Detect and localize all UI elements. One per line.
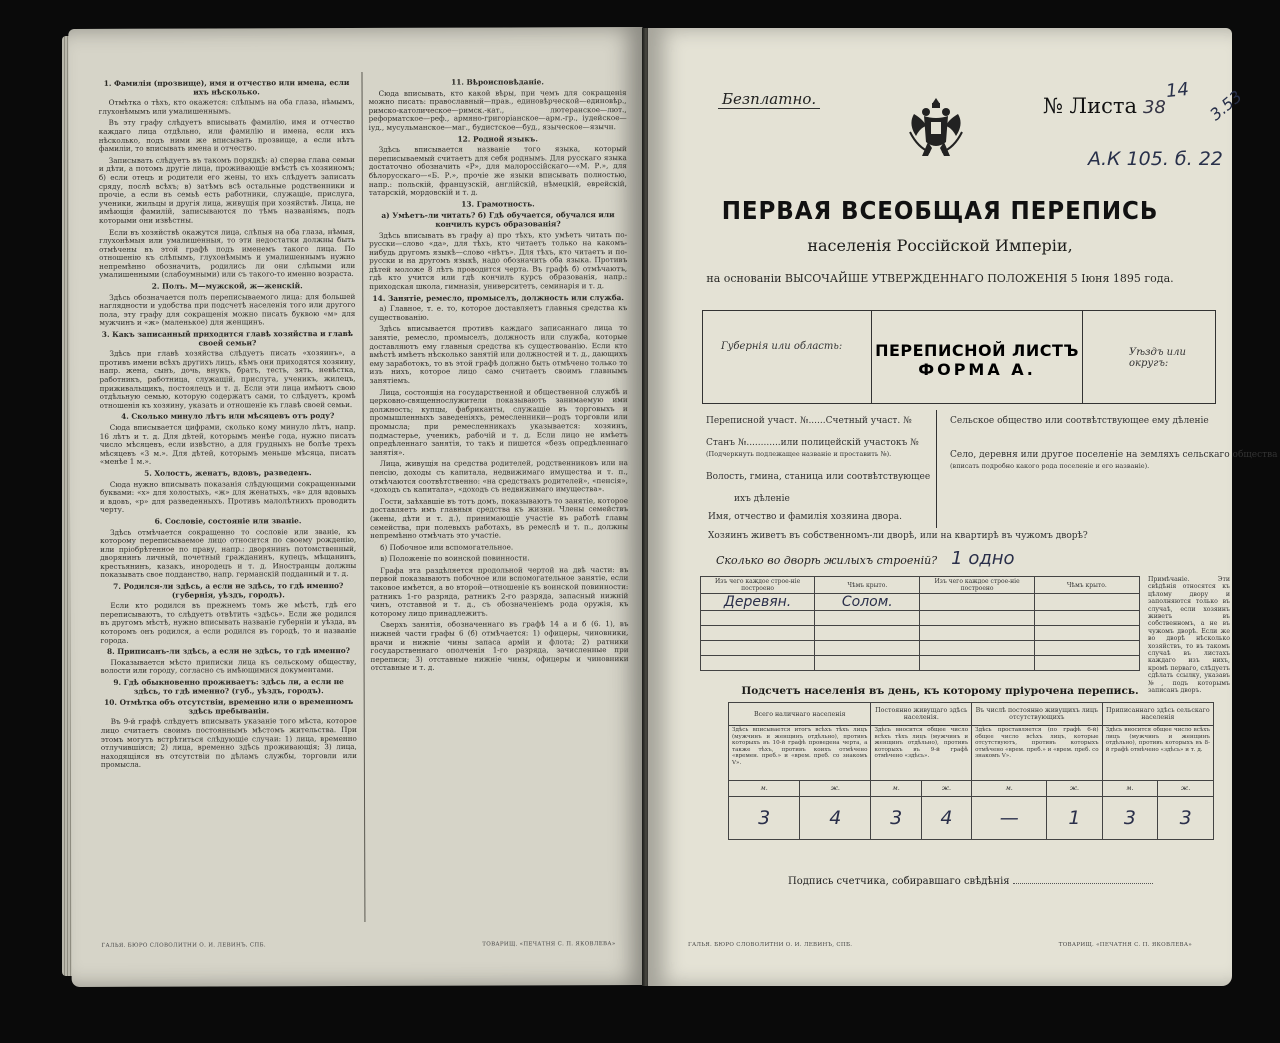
district-field: Уѣздъ или округъ:: [1129, 347, 1186, 369]
sheet-number-value: 38: [1142, 97, 1166, 118]
pop-desc-permanent: Здѣсь вносится общее число всѣхъ тѣхъ лицъ (мужчинъ и женщинъ отдѣльно), противъ которыхъ въ 9-й графѣ отмѣчено «здѣсь».: [871, 726, 972, 781]
population-table: [728, 702, 1214, 840]
pop-desc-registered: Здѣсь вносится общее число всѣхъ лицъ (мужчинъ и женщинъ отдѣльно), противъ которыхъ въ 8-й графѣ отмѣчено «здѣсь» и т. д.: [1102, 726, 1213, 781]
owner-name-field: Имя, отчество и фамилія хозяина двора.: [708, 512, 903, 522]
instruction-heading: 1. Фамилія (прозвище), имя и отчество или имена, если ихъ нѣсколько.: [103, 78, 350, 97]
instruction-paragraph: Гости, заѣхавшіе въ тотъ домъ, показываютъ то занятіе, которое доставляетъ имъ главныя средства къ жизни. Члены семействъ (жены, дѣти и т. д.), принимающіе участіе въ работѣ главы семейства, при полевыхъ работахъ, въ ремеслѣ и т. п., должны непремѣнно отмѣчать это участіе.: [369, 495, 629, 541]
printer-left: ГАЛЬЯ. БЮРО СЛОВОЛИТНИ О. И. ЛЕВИНЪ, СПБ.: [688, 942, 853, 948]
instruction-heading: 8. Приписанъ-ли здѣсь, а если не здѣсь, то гдѣ именно?: [106, 646, 351, 657]
pop-permanent-male: 3: [871, 797, 921, 840]
instruction-paragraph: Въ 9-й графѣ слѣдуетъ вписывать указаніе того мѣста, которое лицо считаетъ своимъ постояннымъ мѣстомъ жительства. При этомъ могутъ встрѣтиться слѣдующіе случаи: 1) лица, временно отлучившіяся; 2) лица, временно здѣсь проживающія; 3) лица, находящіяся въ отсутствіи по дѣламъ службы, торговли или промысла.: [100, 716, 357, 770]
bld-cell: [1034, 594, 1139, 611]
instruction-paragraph: Въ эту графу слѣдуетъ вписывать фамилію, имя и отчество каждаго лица отдѣльно, или фамилію и имена, если ихъ нѣсколько, подъ ними же вписывать прозвище, а если нѣтъ фамиліи, то вписывать имена и отчество.: [98, 117, 355, 154]
instruction-paragraph: в) Положеніе по воинской повинности.: [380, 553, 530, 564]
pop-absent-female: 1: [1047, 797, 1102, 840]
bld-cell: [1034, 641, 1139, 656]
bld-cell: [815, 656, 920, 671]
instruction-paragraph: Графа эта раздѣляется продольной чертой на двѣ части: въ первой показываютъ побочное или вспомогательное занятіе, если таковое имѣется, а во второй—отношеніе къ воинской повинности: ратникъ 1-го разряда, ратникъ 2-го разряда, запасный нижній чинъ, отставной и т. д., съ обозначеніемъ рода оружія, къ которому лицо принадлежитъ.: [370, 564, 629, 618]
instruction-paragraph: Сюда нужно вписывать показанія слѣдующими сокращенными буквами: «х» для холостыхъ, «ж» для женатыхъ, «в» для вдовыхъ и вдовъ, «р» для разведенныхъ. Противъ малолѣтнихъ проводить черту.: [99, 478, 356, 515]
instruction-paragraph: а) Главное, т. е. то, которое доставляетъ главныя средства къ существованію.: [369, 303, 628, 322]
sex-male: м.: [1102, 781, 1158, 797]
instruction-heading: 4. Сколько минуло лѣтъ или мѣсяцевъ отъ роду?: [121, 411, 335, 422]
sheet-number: № Листа 38: [1043, 94, 1166, 118]
pop-header-registered: Приписаннаго здѣсь сельскаго населенія: [1102, 703, 1213, 726]
bld-header-roof-2: Чѣмъ крыто.: [1034, 577, 1139, 594]
buildings-note: Примѣчаніе. Эти свѣдѣнія относятся къ цѣлому двору и заполняются только въ случаѣ, если хозяинъ живетъ въ собственномъ, а не въ чужомъ дворѣ. Если же во дворѣ нѣсколько хозяйствъ, то въ такомъ случаѣ въ листахъ каждаго изъ нихъ, кромѣ перваго, слѣдуетъ сдѣлать ссылку, указавъ №, подъ которымъ записанъ дворъ.: [1148, 576, 1230, 695]
form-type-label: ПЕРЕПИСНОЙ ЛИСТЪ ФОРМА А.: [871, 311, 1083, 403]
instruction-paragraph: Отмѣтка о тѣхъ, кто окажется: слѣпымъ на оба глаза, нѣмымъ, глухонѣмымъ или умалишеннымъ.: [98, 97, 355, 116]
pop-absent-male: —: [972, 797, 1047, 840]
document-spread: [70, 28, 1278, 986]
instruction-heading: 3. Какъ записанный приходится главѣ хозяйства и главѣ своей семьи?: [101, 329, 354, 348]
pop-total-male: 3: [729, 797, 800, 840]
instruction-heading: 9. Гдѣ обыкновенно проживаетъ: здѣсь ли, а если не здѣсь, то гдѣ именно? (губ., уѣздъ, городъ).: [113, 677, 344, 696]
free-label: Безплатно.: [718, 90, 820, 109]
printer-left: ГАЛЬЯ. БЮРО СЛОВОЛИТНИ О. И. ЛЕВИНЪ, СПБ.: [101, 942, 266, 949]
instructions-page: [68, 27, 645, 987]
bld-cell: [1034, 626, 1139, 641]
instruction-paragraph: Если кто родился въ прежнемъ томъ же мѣстѣ, гдѣ его переписываютъ, то слѣдуетъ отвѣтить «здѣсь». Если же родился въ другомъ мѣстѣ, нужно вписывать названіе губерніи и уѣзда, въ которомъ онъ родился, а если родился въ городѣ, то и названіе города.: [100, 600, 357, 645]
instruction-paragraph: Здѣсь при главѣ хозяйства слѣдуетъ писать «хозяинъ», а противъ имени всѣхъ другихъ лицъ, кѣмъ они приходятся хозяину, напр. жена, сынъ, дочь, внукъ, братъ, тесть, зять, невѣстка, работникъ, работница, служащій, прислуга, ученикъ, жилецъ, приживальщикъ, постоялецъ и т. д. Если эти лица имѣютъ свою отдѣльную семью, которую содержатъ сами, то слѣдуетъ, кромѣ отношенія къ хозяину, указать и отношеніе къ главѣ своей семьи.: [99, 348, 356, 410]
population-count-title: Подсчетъ населенія въ день, къ которому пріурочена перепись.: [741, 685, 1139, 697]
archive-reference: А.К 105. б. 22: [1088, 148, 1223, 170]
pop-desc-total: Здѣсь вписывается итогъ всѣхъ тѣхъ лицъ (мужчинъ и женщинъ отдѣльно), противъ которыхъ въ 10-й графѣ проведена черта, а также тѣхъ, противъ коихъ отмѣчено «времен. преб.» и «врем. преб. со знакомъ V».: [729, 726, 871, 781]
instruction-paragraph: Здѣсь вписывается противъ каждаго записаннаго лица то занятіе, ремесло, промыселъ, должность или служба, которые доставляютъ ему главныя средства къ существованію. Если кто вмѣстѣ имѣетъ нѣсколько занятій или должностей и т. д., дающихъ ему заработокъ, то въ этой графѣ должно быть отмѣчено только то изъ нихъ, которое лицо само считаетъ своимъ главнымъ занятіемъ.: [369, 323, 628, 385]
instruction-heading: 10. Отмѣтка объ отсутствіи, временно или о временномъ здѣсь пребываніи.: [104, 697, 354, 716]
sex-female: ж.: [1158, 781, 1214, 797]
form-header-box: [702, 310, 1216, 404]
instruction-paragraph: Здѣсь вписывать въ графу а) про тѣхъ, кто умѣетъ читать по-русски—слово «да», для тѣхъ, кто читаетъ только на какомъ-нибудь другомъ языкѣ—слово «нѣтъ». Для тѣхъ, кто читаетъ и по-русски и на другомъ языкѣ, надо обозначить оба языка. Противъ дѣтей моложе 8 лѣтъ проводится черта. Въ графѣ б) отмѣчаютъ, гдѣ кто учится или гдѣ кончилъ курсъ образованія, напр.: приходская школа, гимназія, университетъ, семинарія и т. д.: [369, 229, 628, 292]
sex-male: м.: [871, 781, 921, 797]
instruction-heading: 11. Вѣроисповѣданіе.: [451, 77, 544, 87]
bld-material-value: Деревян.: [701, 594, 815, 611]
bld-cell: [815, 611, 920, 626]
bld-cell: [920, 611, 1034, 626]
station-hint: (Подчеркнуть подлежащее названіе и проставить №).: [706, 450, 892, 458]
instruction-paragraph: Показывается мѣсто приписки лица къ сельскому обществу, волости или городу, согласно съ имѣющимися документами.: [100, 656, 357, 676]
pop-registered-female: 3: [1158, 797, 1214, 840]
instruction-heading: 5. Холостъ, женатъ, вдовъ, разведенъ.: [144, 468, 312, 478]
sex-male: м.: [729, 781, 800, 797]
handwritten-number-top: 14: [1164, 78, 1190, 103]
instruction-paragraph: Здѣсь отмѣчается сокращенно то сословіе или званіе, къ которому переписываемое лицо относится по своему рожденію, или пріобрѣтенное по праву, напр.: дворянинъ потомственный, дворянинъ личный, почетный гражданинъ, купецъ, мѣщанинъ, крестьянинъ, казакъ, инородецъ и т. д. Иностранцы должны показывать свое подданство, напр. германскій подданный и т. д.: [100, 526, 357, 580]
instructions-column-1: [98, 76, 356, 773]
instruction-paragraph: б) Побочное или вспомогательное.: [380, 542, 514, 552]
instruction-paragraph: Лица, состоящія на государственной и общественной службѣ и церковно-священнослужители показываютъ занимаемую ими должность; купцы, фабриканты, служащіе въ торговыхъ и промышленныхъ заведеніяхъ, ремесленники—родъ торговли или промысла; при ремесленникахъ указывается: хозяинъ, подмастерье, ученикъ, рабочій и т. д. Если лицо не имѣетъ опредѣленнаго занятія, то такъ и пишется «безъ опредѣленнаго занятія».: [369, 386, 628, 457]
instruction-heading: 12. Родной языкъ.: [457, 133, 538, 144]
buildings-table: [700, 576, 1140, 671]
station-field: Станъ №............или полицейскій участокъ №: [706, 438, 919, 448]
instruction-heading: 2. Полъ. М—мужской, ж—женскій.: [151, 281, 303, 291]
census-form-page: [648, 28, 1278, 986]
bld-roof-value: Солом.: [815, 594, 920, 611]
sex-female: ж.: [1047, 781, 1102, 797]
instruction-paragraph: Здѣсь вписывается названіе того языка, который переписываемый считаетъ для себя роднымъ. Для русскаго языка достаточно обозначить «Р», для малороссійскаго—«М. Р.», для бѣлорусскаго—«Б. Р.», прочіе же языки вписывать полностью, напр.: польскій, французскій, англійскій, нѣмецкій, еврейскій, татарскій, мордовскій и т. д.: [368, 144, 627, 198]
bld-cell: [701, 626, 815, 641]
printer-right: ТОВАРИЩ. «ПЕЧАТНЯ С. П. ЯКОВЛЕВА»: [1058, 942, 1192, 948]
volost-field: Волость, гмина, станица или соотвѣтствующее: [706, 472, 931, 482]
bld-cell: [920, 656, 1034, 671]
form-subtitle: населенія Россійской Имперіи,: [807, 236, 1073, 255]
buildings-count: Сколько во дворѣ жилыхъ строеній? 1 одно: [716, 548, 1015, 569]
instruction-heading: а) Умѣетъ-ли читать? б) Гдѣ обучается, обучался или кончилъ курсъ образованія?: [381, 210, 615, 229]
instruction-heading: 6. Сословіе, состояніе или званіе.: [154, 516, 302, 526]
instruction-paragraph: Лица, живущія на средства родителей, родственниковъ или на пенсію, доходы съ капитала, недвижимаго имущества и т. п., отмѣчаются соотвѣтственно: «на средствахъ родителей», «пенсія», «доходъ съ капитала», «доходъ съ недвижимаго имущества».: [369, 458, 628, 495]
bld-header-material-2: Изъ чего каждое строе-ніе построено: [920, 577, 1034, 594]
buildings-count-value: 1 одно: [951, 548, 1015, 569]
bld-cell: [815, 626, 920, 641]
bld-header-roof-1: Чѣмъ крыто.: [815, 577, 920, 594]
right-page-footer: [688, 942, 1192, 948]
handwritten-number-corner: 3.53: [1206, 86, 1246, 125]
printer-right: ТОВАРИЩ. «ПЕЧАТНЯ С. П. ЯКОВЛЕВА»: [482, 941, 616, 948]
village-hint: (вписать подробно какого рода поселеніе и его названіе).: [950, 462, 1150, 470]
sex-female: ж.: [921, 781, 971, 797]
census-precinct-field: Переписной участ. №......Счетный участ. №: [706, 416, 912, 426]
column-divider: [361, 72, 365, 922]
instruction-paragraph: Здѣсь обозначается полъ переписываемого лица: для большей наглядности и удобства при подсчетѣ населенія того или другого пола, эту графу для сокращенія можно писать буквою «м» для мужчинъ и «ж» (маленькое) для женщинъ.: [99, 291, 356, 328]
address-divider: [936, 410, 937, 528]
instruction-paragraph: Сюда вписывается цифрами, сколько кому минуло лѣтъ, напр. 16 лѣтъ и т. д. Для дѣтей, которымъ менѣе года, нужно писать число мѣсяцевъ, если извѣстно, а для грудныхъ не болѣе трехъ мѣсяцевъ «3 м.». Для дѣтей, которымъ меньше мѣсяца, писать «менѣе 1 м.».: [99, 421, 356, 467]
pop-total-female: 4: [800, 797, 871, 840]
province-field: Губернія или область:: [721, 341, 843, 352]
pop-header-total: Всего наличнаго населенія: [729, 703, 871, 726]
form-title: ПЕРВАЯ ВСЕОБЩАЯ ПЕРЕПИСЬ: [721, 196, 1159, 225]
instructions-column-2: [368, 75, 628, 676]
bld-cell: [701, 656, 815, 671]
bld-cell: [1034, 656, 1139, 671]
bld-cell: [815, 641, 920, 656]
instruction-paragraph: Сверхъ занятія, обозначеннаго въ графѣ 14 а и б (6. 1), въ нижней части графы 6 (б) отмѣчается: 1) офицеры, чиновники, врачи и нижніе чины запаса арміи и флота; 2) ратники государственнаго ополченія 1-го разряда, зачисленные при переписи; 3) отставные нижніе чины, офицеры и чиновники отставные и т. д.: [370, 619, 629, 673]
instruction-heading: 13. Грамотность.: [461, 199, 535, 209]
bld-header-material-1: Изъ чего каждое строе-ніе построено: [701, 577, 815, 594]
bld-cell: [701, 641, 815, 656]
enumerator-signature-field: Подпись счетчика, собиравшаго свѣдѣнія: [788, 876, 1153, 887]
instruction-paragraph: Если въ хозяйствѣ окажутся лица, слѣпыя на оба глаза, нѣмыя, глухонѣмыя или умалишенныя, то эти недостатки должны быть отмѣчены въ этой графѣ подъ именемъ такого лица. По отношенію къ слѣпымъ, глухонѣмымъ и умалишеннымъ нужно непремѣнно обозначить, родились ли они слѣпыми или умалишенными (слабоумными) или съ такого-то именно возраста.: [99, 226, 356, 280]
bld-cell: [701, 611, 815, 626]
instruction-paragraph: Сюда вписывать, кто какой вѣры, при чемъ для сокращенія можно писать: православный—прав., единовѣрческой—единовѣр., римско-католическое—римск.-кат., лютеранское—лют., реформатское—реф., армяно-григоріанское—арм.-гр., іудейское—іуд., мусульманское—маг., будистское—буд., языческое—язычн.: [368, 87, 627, 132]
bld-cell: [920, 641, 1034, 656]
pop-header-absent: Въ числѣ постоянно живущихъ лицъ отсутствующихъ: [972, 703, 1103, 726]
pop-permanent-female: 4: [921, 797, 971, 840]
bld-cell: [920, 626, 1034, 641]
left-page-footer: [102, 941, 616, 949]
pop-registered-male: 3: [1102, 797, 1158, 840]
instruction-paragraph: Записывать слѣдуетъ въ такомъ порядкѣ: а) сперва глава семьи и дѣти, а потомъ другіе лица, проживающіе вмѣстѣ съ хозяиномъ; б) если отецъ и родители его жены, то ихъ слѣдуетъ записать сряду, послѣ всѣхъ; в) затѣмъ всѣ остальные родственники и прочіе, а если въ семьѣ есть работники, служащіе, прислуга, ученики, жильцы и другія лица, живущія при хозяйствѣ. Лица, не имѣющія фамилій, записываются по тѣмъ названіямъ, подъ которыми они извѣстны.: [98, 154, 355, 225]
instruction-heading: 7. Родился-ли здѣсь, а если не здѣсь, то гдѣ именно? (губернія, уѣздъ, городъ).: [113, 581, 344, 600]
sex-female: ж.: [800, 781, 871, 797]
double-headed-eagle-emblem: [906, 92, 966, 166]
village-field: Село, деревня или другое поселеніе на земляхъ сельскаго общества: [950, 450, 1278, 460]
signature-line: [1013, 883, 1153, 884]
legal-basis: на основаніи ВЫСОЧАЙШЕ УТВЕРЖДЕННАГО ПОЛОЖЕНІЯ 5 Іюня 1895 года.: [706, 272, 1174, 285]
owner-residence-field: Хозяинъ живетъ въ собственномъ-ли дворѣ, или на квартирѣ въ чужомъ дворѣ?: [708, 531, 1088, 541]
volost-division-field: ихъ дѣленіе: [734, 494, 790, 504]
instruction-heading: 14. Занятіе, ремесло, промыселъ, должность или служба.: [372, 292, 625, 303]
sex-male: м.: [972, 781, 1047, 797]
rural-society-field: Сельское общество или соотвѣтствующее ему дѣленіе: [950, 416, 1209, 426]
pop-desc-absent: Здѣсь проставляется (по графѣ 6-й) общее число всѣхъ лицъ, которые отсутствуютъ, противъ которыхъ отмѣчено «врем. преб.» и «врем. преб. со знакомъ V».: [972, 726, 1103, 781]
pop-header-permanent: Постоянно живущаго здѣсь населенія.: [871, 703, 972, 726]
bld-cell: [1034, 611, 1139, 626]
bld-cell: [920, 594, 1034, 611]
